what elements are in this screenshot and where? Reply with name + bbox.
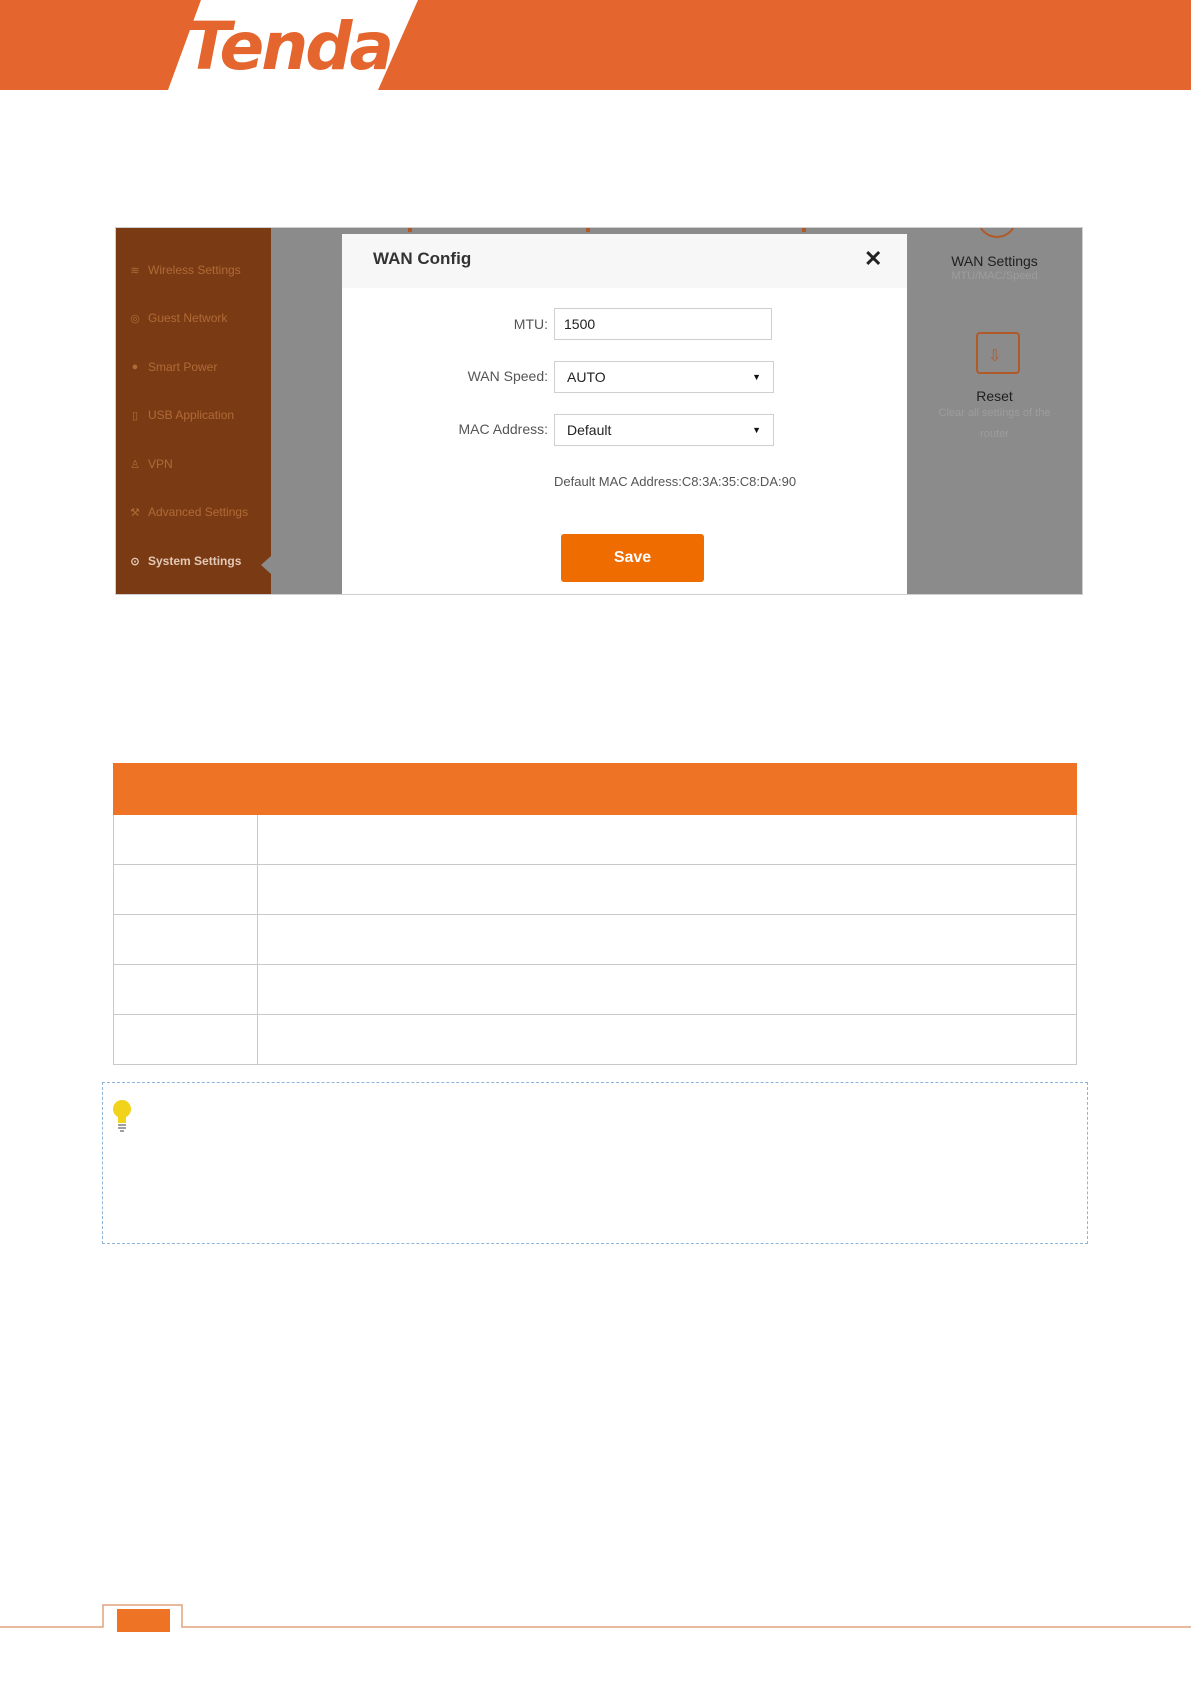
mac-address-label: MAC Address:: [458, 421, 548, 437]
sidebar-item-guest-network[interactable]: [128, 308, 227, 328]
sidebar-item-label: Wireless Settings: [148, 263, 241, 277]
background-icon-fragment: [586, 228, 590, 232]
table-cell: [258, 965, 1077, 1015]
settings-icon: ⊙: [130, 555, 140, 568]
reset-card-title[interactable]: Reset: [976, 388, 1013, 404]
sidebar-item-wireless-settings[interactable]: [128, 260, 241, 280]
background-icon-fragment: [802, 228, 806, 232]
default-mac-address-note: Default MAC Address:C8:3A:35:C8:DA:90: [554, 474, 797, 489]
wan-settings-card-title[interactable]: WAN Settings: [951, 253, 1038, 269]
mtu-input[interactable]: [554, 308, 772, 340]
wan-speed-select[interactable]: [554, 361, 774, 393]
footer-line: [0, 1600, 1191, 1640]
wan-settings-card-subtitle: MTU/MAC/Speed: [951, 270, 1038, 282]
wan-config-dialog: [342, 234, 907, 594]
sidebar: [116, 228, 271, 594]
mac-address-value: Default: [567, 422, 612, 438]
page-footer: [0, 1600, 1191, 1684]
table-cell: [258, 865, 1077, 915]
table-cell: [114, 965, 258, 1015]
sidebar-item-system-settings[interactable]: [128, 551, 241, 571]
chevron-down-icon: ▼: [752, 425, 761, 435]
sidebar-item-label: Guest Network: [148, 311, 228, 325]
table-row: [114, 865, 1077, 915]
wan-speed-label: WAN Speed:: [467, 368, 548, 384]
table-cell: [258, 915, 1077, 965]
tip-box: [102, 1082, 1088, 1244]
vpn-icon: ♙: [130, 458, 140, 471]
table-row: [114, 815, 1077, 865]
lightbulb-icon: [112, 1099, 132, 1133]
reset-card-subtitle-line2: router: [980, 428, 1009, 440]
table-cell: [258, 815, 1077, 865]
table-header-cell: [114, 764, 258, 815]
table-row: [114, 965, 1077, 1015]
banner-graphic: [0, 0, 1191, 100]
parameter-table: [113, 763, 1077, 1065]
sidebar-item-smart-power[interactable]: [128, 357, 217, 377]
wan-speed-value: AUTO: [567, 369, 606, 385]
table-row: [114, 1015, 1077, 1065]
reset-icon[interactable]: [976, 332, 1020, 374]
table-cell: [114, 865, 258, 915]
globe-icon: [977, 227, 1017, 238]
table-cell: [114, 915, 258, 965]
mac-address-select[interactable]: [554, 414, 774, 446]
sidebar-item-label: System Settings: [148, 554, 242, 568]
bulb-icon: ●: [131, 361, 139, 373]
arrow-down-icon: ⇩: [988, 348, 1002, 365]
sidebar-item-label: Smart Power: [148, 360, 218, 374]
page-number-tab: [117, 1609, 170, 1632]
table-cell: [114, 1015, 258, 1065]
sidebar-item-vpn[interactable]: [128, 454, 173, 474]
background-icon-fragment: [408, 228, 412, 232]
close-icon[interactable]: ✕: [864, 246, 883, 271]
table-cell: [258, 1015, 1077, 1065]
guest-icon: ◎: [130, 312, 140, 325]
wrench-icon: ⚒: [130, 506, 140, 519]
usb-icon: ▯: [131, 409, 139, 422]
save-button[interactable]: Save: [561, 534, 704, 582]
active-indicator: [261, 556, 271, 574]
table-cell: [114, 815, 258, 865]
table-header-row: [114, 764, 1077, 815]
sidebar-item-usb-application[interactable]: [128, 405, 234, 425]
sidebar-item-label: USB Application: [148, 408, 235, 422]
chevron-down-icon: ▼: [752, 372, 761, 382]
header-banner: [0, 0, 1191, 100]
router-ui-screenshot: [115, 227, 1083, 595]
system-settings-cards: [907, 228, 1082, 594]
dialog-header: [342, 234, 907, 288]
brand-logo: Tenda: [186, 8, 392, 85]
reset-card-subtitle-line1: Clear all settings of the: [938, 407, 1051, 419]
dialog-title: WAN Config: [373, 249, 472, 268]
sidebar-item-label: VPN: [148, 457, 173, 471]
sidebar-item-label: Advanced Settings: [148, 505, 249, 519]
sidebar-item-advanced-settings[interactable]: [128, 502, 248, 522]
wifi-icon: ≋: [130, 264, 140, 277]
table-row: [114, 915, 1077, 965]
mtu-label: MTU:: [513, 316, 548, 332]
table-header-cell: [258, 764, 1077, 815]
